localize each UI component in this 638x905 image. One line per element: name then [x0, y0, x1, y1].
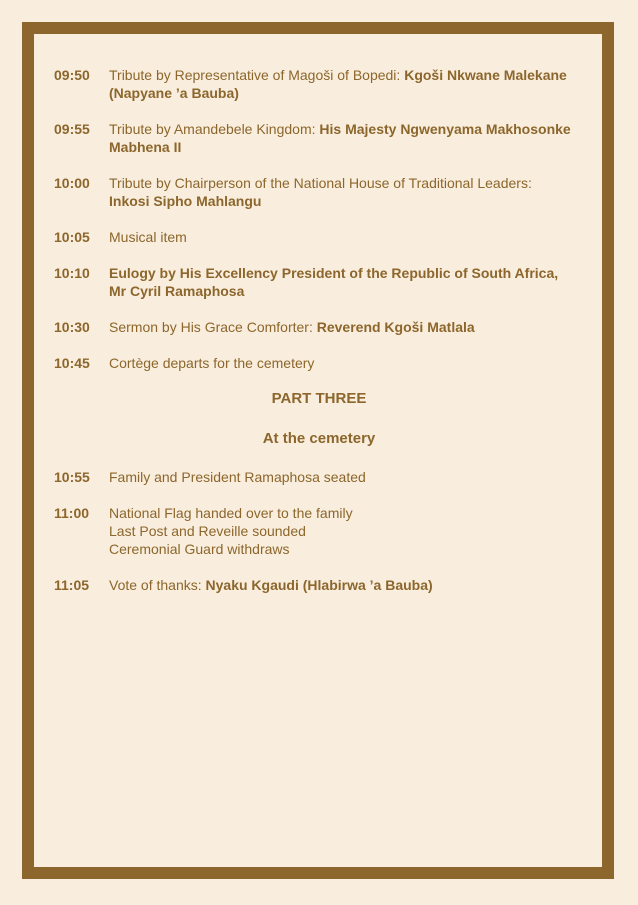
item-line-2: (Napyane ’a Bauba)	[109, 85, 239, 101]
part-three-heading: PART THREE	[271, 390, 367, 407]
item-time: 10:00	[54, 175, 90, 191]
item-line-1: National Flag handed over to the family	[109, 505, 353, 521]
item-text	[109, 174, 584, 210]
item-text	[109, 66, 584, 102]
item-time: 10:05	[54, 229, 90, 245]
item-prefix: Vote of thanks:	[109, 577, 206, 593]
item-honoree: Reverend Kgoši Matlala	[316, 319, 475, 335]
item-line-1	[109, 120, 584, 138]
item-line-1	[109, 576, 584, 594]
item-time: 10:30	[54, 319, 90, 335]
item-honoree: His Majesty Ngwenyama Makhosonke	[319, 121, 571, 137]
item-text	[109, 318, 584, 336]
item-text: Cortège departs for the cemetery	[109, 355, 315, 371]
item-text	[109, 504, 584, 558]
item-text: Musical item	[109, 229, 187, 245]
item-time: 10:10	[54, 265, 90, 281]
item-time: 11:00	[54, 505, 90, 521]
programme-item-1000	[54, 174, 584, 210]
item-text	[109, 576, 584, 594]
item-honoree: Kgoši Nkwane Malekane	[404, 67, 567, 83]
item-line-3: Ceremonial Guard withdraws	[109, 541, 290, 557]
item-line-2: Inkosi Sipho Mahlangu	[109, 193, 262, 209]
programme-item-1045	[54, 354, 584, 372]
item-time: 10:55	[54, 469, 90, 485]
programme-item-1105	[54, 576, 584, 594]
item-prefix: Tribute by Representative of Magoši of Bopedi:	[109, 67, 405, 83]
item-line-1: Tribute by Chairperson of the National House of Traditional Leaders:	[109, 175, 532, 191]
item-text	[109, 120, 584, 156]
programme-item-1055	[54, 468, 584, 486]
programme-item-1010	[54, 264, 584, 300]
item-line-2: Last Post and Reveille sounded	[109, 523, 306, 539]
item-line-1: Eulogy by His Excellency President of the Republic of South Africa,	[109, 265, 559, 281]
item-line-2: Mr Cyril Ramaphosa	[109, 283, 245, 299]
cemetery-subheading: At the cemetery	[262, 430, 376, 447]
item-line-1	[109, 66, 584, 84]
item-time: 11:05	[54, 577, 90, 593]
item-time: 10:45	[54, 355, 90, 371]
programme-item-1005	[54, 228, 584, 246]
programme-item-1030	[54, 318, 584, 336]
item-honoree: Nyaku Kgaudi (Hlabirwa ’a Bauba)	[205, 577, 433, 593]
programme-content	[54, 66, 584, 612]
programme-item-1100	[54, 504, 584, 558]
programme-item-0955	[54, 120, 584, 156]
item-prefix: Tribute by Amandebele Kingdom:	[109, 121, 320, 137]
item-time: 09:50	[54, 67, 90, 83]
item-time: 09:55	[54, 121, 90, 137]
item-prefix: Sermon by His Grace Comforter:	[109, 319, 317, 335]
item-text: Family and President Ramaphosa seated	[109, 469, 366, 485]
item-line-1	[109, 318, 584, 336]
item-text	[109, 264, 584, 300]
item-line-2: Mabhena II	[109, 139, 182, 155]
programme-item-0950	[54, 66, 584, 102]
